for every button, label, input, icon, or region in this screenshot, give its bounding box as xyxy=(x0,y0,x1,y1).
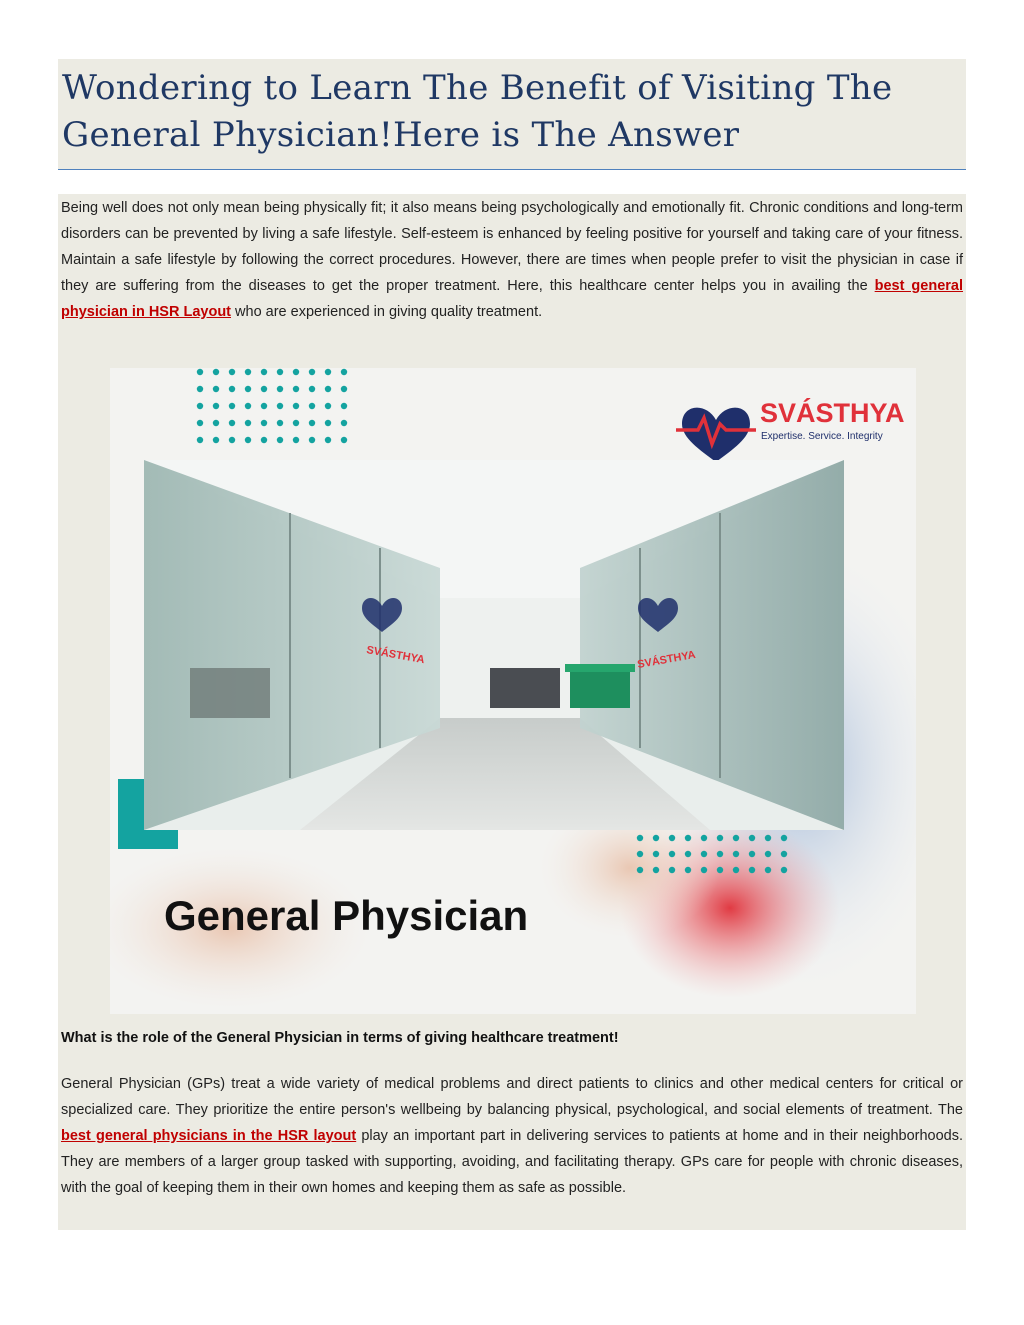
title-block xyxy=(58,59,966,170)
green-trolley xyxy=(570,668,630,708)
title-line-1: Wondering to Learn The Benefit of Visiting The xyxy=(62,68,893,108)
banner-caption: General Physician xyxy=(164,892,529,939)
hsr-physicians-link[interactable]: best general physicians in the HSR layout xyxy=(61,1128,357,1144)
clinic-corridor-photo xyxy=(144,460,844,830)
section-text: General Physician (GPs) treat a wide variety of medical problems and direct patients to clinics and other medical centers for critical or specialized care. They prioritize the entire person's wellbeing by balancing physical, psychological, and social elements of treatment. The xyxy=(61,1076,963,1118)
svg-text:SVÁSTHYA: SVÁSTHYA xyxy=(636,648,697,671)
page-title xyxy=(58,59,966,159)
clinic-banner-image xyxy=(110,368,916,1014)
logo-tagline: Expertise. Service. Integrity xyxy=(761,431,883,442)
intro-text-after: who are experienced in giving quality treatment. xyxy=(231,304,543,320)
content-area xyxy=(58,194,966,1230)
banner-graphic xyxy=(110,368,916,1014)
section-heading: What is the role of the General Physician in terms of giving healthcare treatment! xyxy=(61,1030,619,1046)
intro-text: Being well does not only mean being physically fit; it also means being psychologically and emotionally fit. Chronic conditions and long-term disorders can be prevented by living a safe lifestyle. Self-esteem is enhanced by feeling positive for yourself and taking care of your fitness. Maintain a safe lifestyle by following the correct procedures. However, there are times when people prefer to visit the physician in case if they are suffering from the diseases to get the proper treatment. Here, this healthcare center helps you in availing the xyxy=(61,200,963,294)
section-text-after: play an important part in delivering services to patients at home and in their neighborhoods. They are members of a larger group tasked with supporting, avoiding, and facilitating therapy. GPs care for people with chronic diseases, with the goal of keeping them in their own homes and keeping them as safe as possible. xyxy=(61,1128,963,1196)
title-line-2: General Physician!Here is The Answer xyxy=(62,115,740,155)
svasthya-logo xyxy=(676,397,905,462)
section-paragraph xyxy=(61,1071,963,1201)
logo-wordmark: SVÁSTHYA xyxy=(760,398,905,428)
dot-grid-top xyxy=(197,369,347,443)
intro-paragraph xyxy=(61,195,963,325)
hsr-physician-link[interactable]: best general physician in HSR Layout xyxy=(61,278,963,320)
svg-text:SVÁSTHYA: SVÁSTHYA xyxy=(365,644,426,667)
